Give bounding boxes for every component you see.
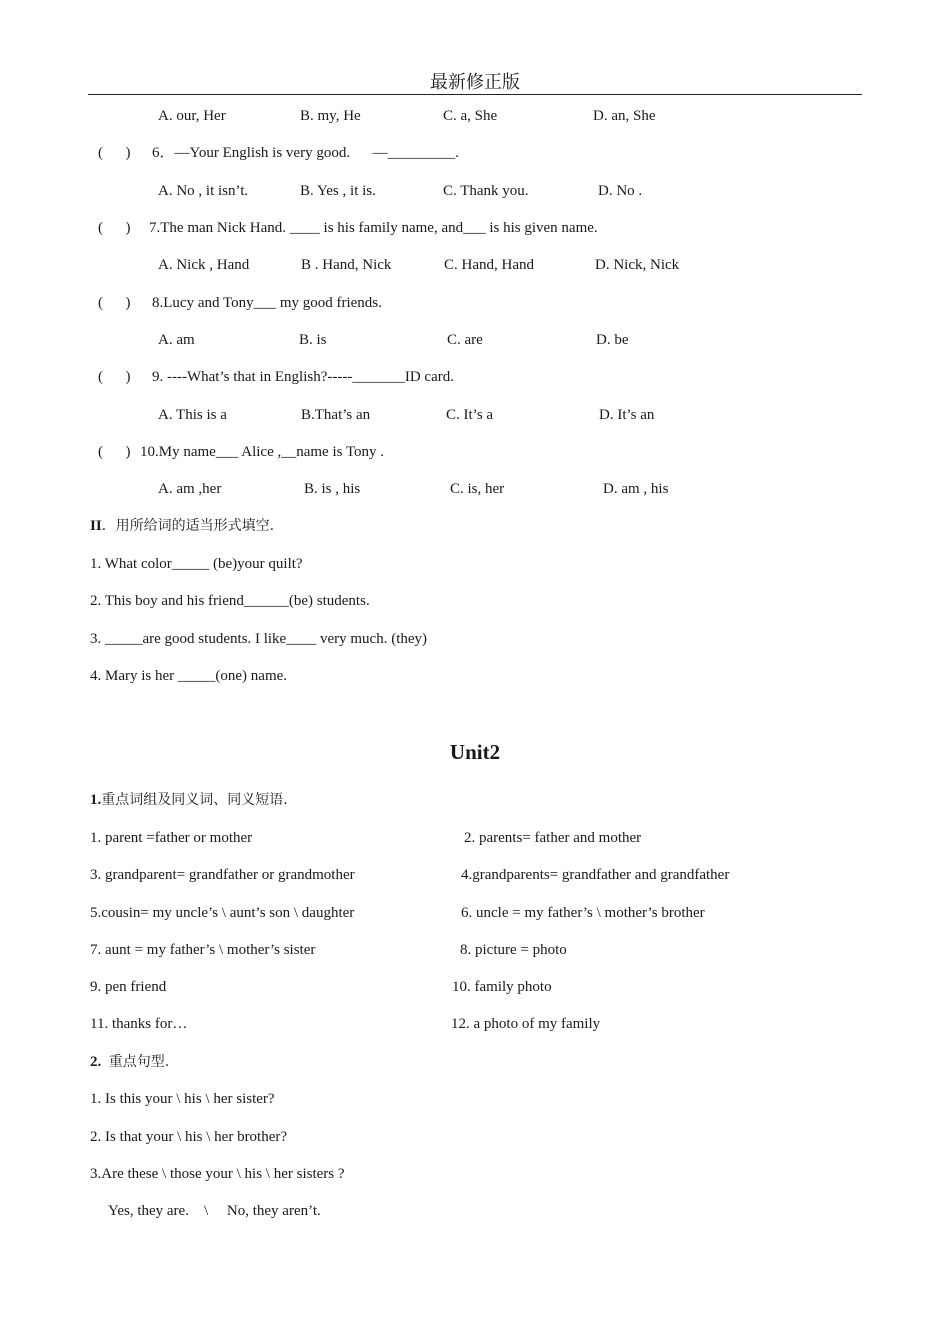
fill-item-4: 4. Mary is her _____(one) name. (90, 668, 288, 684)
fill-item-1: 1. What color_____ (be)your quilt? (90, 556, 303, 572)
q9-option-c: C. It’s a (446, 407, 494, 423)
phrase-8: 8. picture = photo (460, 942, 567, 958)
q7-question: 7.The man Nick Hand. ____ is his family name, and___ is his given name. (149, 220, 598, 236)
section-2-number: II (90, 518, 102, 534)
key-sentences-heading (90, 1053, 169, 1071)
page-header: 最新修正版 (430, 72, 520, 93)
phrase-10: 10. family photo (452, 979, 552, 995)
q6-option-b: B. Yes , it is. (300, 183, 376, 199)
q7-answer-paren: ( ) (98, 220, 131, 236)
q5-option-d: D. an, She (593, 108, 656, 124)
fill-item-2: 2. This boy and his friend______(be) students. (90, 593, 370, 609)
sentence-3-answers: Yes, they are. \ No, they aren’t. (108, 1203, 321, 1219)
q8-option-d: D. be (596, 332, 629, 348)
sentence-1: 1. Is this your \ his \ her sister? (90, 1091, 275, 1107)
phrase-1: 1. parent =father or mother (90, 830, 253, 846)
section-2-heading-text: ．用所给词的适当形式填空. (101, 518, 275, 534)
q5-option-a: A. our, Her (158, 108, 226, 124)
q10-answer-paren: ( ) (98, 444, 131, 460)
q8-option-a: A. am (158, 332, 195, 348)
q8-question: 8.Lucy and Tony___ my good friends. (152, 295, 382, 311)
q10-option-c: C. is, her (450, 481, 505, 497)
key-phrases-heading-text: 重点词组及同义词、同义短语. (101, 792, 288, 808)
q9-option-a: A. This is a (158, 407, 227, 423)
phrase-5: 5.cousin= my uncle’s \ aunt’s son \ daughter (90, 905, 355, 921)
phrase-7: 7. aunt = my father’s \ mother’s sister (90, 942, 316, 958)
header-rule (88, 94, 862, 95)
q6-option-d: D. No . (598, 183, 643, 199)
q7-option-b: B . Hand, Nick (301, 257, 392, 273)
section-2-heading (90, 517, 274, 535)
q10-option-b: B. is , his (304, 481, 361, 497)
key-sentences-number: 2. (90, 1054, 102, 1070)
phrase-2: 2. parents= father and mother (464, 830, 642, 846)
q10-option-d: D. am , his (603, 481, 669, 497)
sentence-3: 3.Are these \ those your \ his \ her sisters ? (90, 1166, 345, 1182)
q9-answer-paren: ( ) (98, 369, 131, 385)
key-sentences-heading-text: 重点句型. (108, 1054, 170, 1070)
phrase-6: 6. uncle = my father’s \ mother’s brother (461, 905, 705, 921)
q7-option-d: D. Nick, Nick (595, 257, 680, 273)
phrase-4: 4.grandparents= grandfather and grandfather (461, 867, 730, 883)
q8-option-b: B. is (299, 332, 327, 348)
phrase-12: 12. a photo of my family (451, 1016, 601, 1032)
q10-option-a: A. am ,her (158, 481, 222, 497)
q8-answer-paren: ( ) (98, 295, 131, 311)
q5-option-b: B. my, He (300, 108, 361, 124)
fill-item-3: 3. _____are good students. I like____ very much. (they) (90, 631, 428, 647)
key-phrases-number: 1. (90, 792, 102, 808)
q10-question: 10.My name___ Alice ,__name is Tony . (140, 444, 385, 460)
q6-question: 6．—Your English is very good. —_________. (152, 145, 459, 161)
q9-question: 9. ----What’s that in English?-----_______ID card. (152, 369, 454, 385)
q6-option-c: C. Thank you. (443, 183, 529, 199)
q7-option-c: C. Hand, Hand (444, 257, 534, 273)
q7-option-a: A. Nick , Hand (158, 257, 250, 273)
q6-option-a: A. No , it isn’t. (158, 183, 249, 199)
q5-option-c: C. a, She (443, 108, 498, 124)
q6-answer-paren: ( ) (98, 145, 131, 161)
q9-option-d: D. It’s an (599, 407, 655, 423)
key-phrases-heading (90, 791, 288, 809)
unit-title: Unit2 (449, 740, 501, 764)
phrase-9: 9. pen friend (90, 979, 167, 995)
q8-option-c: C. are (447, 332, 483, 348)
sentence-2: 2. Is that your \ his \ her brother? (90, 1129, 288, 1145)
phrase-11: 11. thanks for… (90, 1016, 188, 1032)
phrase-3: 3. grandparent= grandfather or grandmother (90, 867, 355, 883)
q9-option-b: B.That’s an (301, 407, 371, 423)
